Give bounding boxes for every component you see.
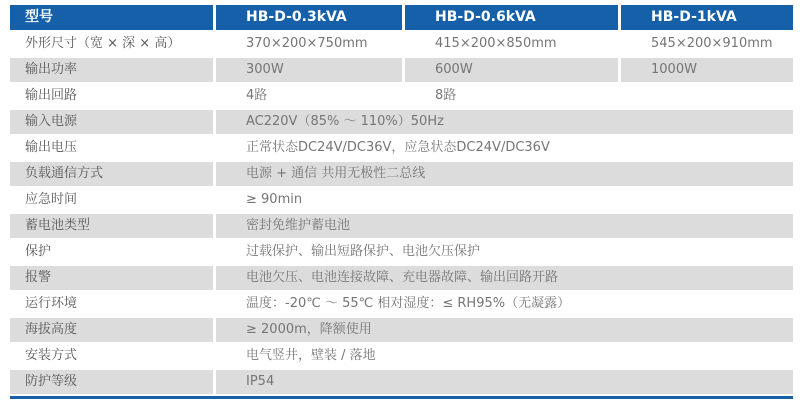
spec-value: 电气竖井，壁装 / 落地 [216, 344, 793, 368]
spec-label: 运行环境 [10, 292, 213, 316]
spec-value: 过载保护、输出短路保护、电池欠压保护 [216, 240, 793, 264]
header-column-1kva: HB-D-1kVA [621, 5, 793, 30]
spec-value: ≥ 90min [216, 188, 793, 212]
spec-label: 输入电源 [10, 110, 213, 134]
table-row-installation [10, 344, 793, 368]
spec-value: 600W [405, 58, 618, 82]
spec-value [621, 84, 793, 108]
spec-value: 545×200×910mm [621, 32, 793, 56]
spec-value: 370×200×750mm [216, 32, 402, 56]
table-row-alarm [10, 266, 793, 290]
table-row-protection [10, 240, 793, 264]
spec-label: 安装方式 [10, 344, 213, 368]
spec-label: 外形尺寸（宽 × 深 × 高） [10, 32, 213, 56]
table-row-input-power [10, 110, 793, 134]
spec-value: 1000W [621, 58, 793, 82]
spec-label: 输出回路 [10, 84, 213, 108]
spec-label: 输出功率 [10, 58, 213, 82]
spec-value: 4路 [216, 84, 402, 108]
table-row-battery-type [10, 214, 793, 238]
spec-value: 415×200×850mm [405, 32, 618, 56]
spec-value: ≥ 2000m，降额使用 [216, 318, 793, 342]
spec-label: 负载通信方式 [10, 162, 213, 186]
spec-label: 报警 [10, 266, 213, 290]
spec-value: 电池欠压、电池连接故障、充电器故障、输出回路开路 [216, 266, 793, 290]
spec-table [10, 5, 793, 399]
spec-value: 300W [216, 58, 402, 82]
spec-value: 电源 + 通信 共用无极性二总线 [216, 162, 793, 186]
spec-value: IP54 [216, 370, 793, 394]
spec-value: 8路 [405, 84, 618, 108]
spec-label: 蓄电池类型 [10, 214, 213, 238]
spec-value: AC220V（85% ～ 110%）50Hz [216, 110, 793, 134]
spec-label: 海拔高度 [10, 318, 213, 342]
spec-value: 温度：-20℃ ～ 55℃ 相对湿度：≤ RH95%（无凝露） [216, 292, 793, 316]
table-row-dimensions [10, 32, 793, 56]
spec-label: 应急时间 [10, 188, 213, 212]
bottom-accent-line [10, 396, 793, 399]
header-model-label: 型号 [10, 5, 213, 30]
spec-label: 保护 [10, 240, 213, 264]
table-row-output-power [10, 58, 793, 82]
spec-label: 防护等级 [10, 370, 213, 394]
spec-value: 密封免维护蓄电池 [216, 214, 793, 238]
table-row-load-communication [10, 162, 793, 186]
table-row-output-circuits [10, 84, 793, 108]
table-row-output-voltage [10, 136, 793, 160]
spec-label: 输出电压 [10, 136, 213, 160]
table-row-operating-environment [10, 292, 793, 316]
spec-value: 正常状态DC24V/DC36V，应急状态DC24V/DC36V [216, 136, 793, 160]
table-row-emergency-time [10, 188, 793, 212]
table-row-protection-rating [10, 370, 793, 394]
header-row [10, 5, 793, 30]
header-column-0-3kva: HB-D-0.3kVA [216, 5, 402, 30]
header-column-0-6kva: HB-D-0.6kVA [405, 5, 618, 30]
table-row-altitude [10, 318, 793, 342]
